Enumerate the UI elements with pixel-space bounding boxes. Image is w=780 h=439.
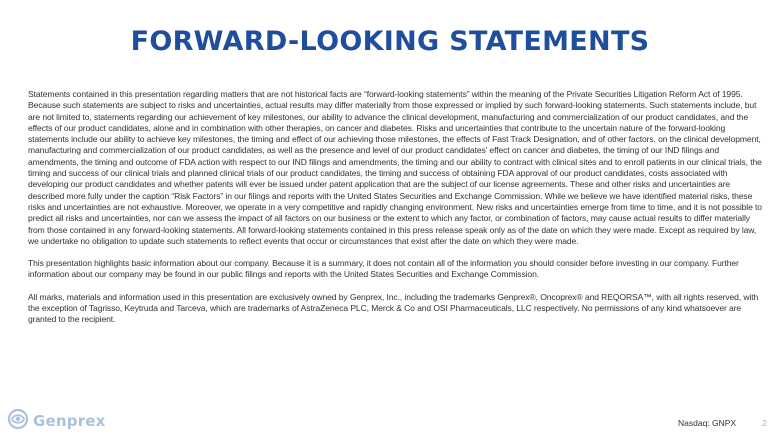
disclaimer-body xyxy=(28,89,763,337)
paragraph-trademarks: All marks, materials and information used in this presentation are exclusively owned by Genprex, Inc., including the trademarks Genprex®, Oncoprex® and REQORSA™, with all rights reserved, with the exception of Tagrisso, Keytruda and Tarceva, which are trademarks of AstraZeneca PLC, Merck & Co and OSI Pharmaceuticals, LLC respectively. No permissions of any kind whatsoever are granted to the recipient. xyxy=(28,291,759,325)
genprex-swirl-icon xyxy=(7,408,29,435)
page-title: FORWARD-LOOKING STATEMENTS xyxy=(130,26,650,57)
logo-wordmark: Genprex xyxy=(33,412,106,430)
nasdaq-ticker: Nasdaq: GNPX xyxy=(678,418,737,428)
page-number: 2 xyxy=(762,418,767,428)
company-logo xyxy=(7,410,106,432)
paragraph-summary-note: This presentation highlights basic information about our company. Because it is a summary, it does not contain all of the information you should consider before investing in our company. Further information about our company may be found in our public filings and reports with the United States Securities and Exchange Commission. xyxy=(28,258,739,280)
paragraph-risk-statement: Statements contained in this presentation regarding matters that are not historical facts are “forward-looking statements” within the meaning of the Private Securities Litigation Reform Act of 1995. Because such statements are subject to risks and uncertainties, actual results may differ materially from those expressed or implied by such forward-looking statements. Such statements include, but are not limited to, statements regarding our achievement of key milestones, our ability to advance the clinical development, manufacturing and commercialization of our product candidates, and the effects of our product candidates, alone and in combination with other therapies, on cancer and diabetes. Risks and uncertainties that contribute to the uncertain nature of the forward-looking statements include our ability to achieve key milestones, the timing and effect of our achieving those milestones, the effects of Fast Track Designation, and of other factors, on the clinical development, manufacturing and commercialization of our product candidates, as well as the presence and level of our product candidates’ effect on cancer and diabetes, the timing of our IND filings and amendments, the timing and outcome of FDA action with respect to our IND filings and amendments, the timing and our ability to contract with clinical sites and to enroll patients in our clinical trials, the timing and success of our clinical trials and planned clinical trials of our product candidates, the timing and success of obtaining FDA approval of our product candidates, costs associated with developing our product candidates and whether patents will ever be issued under patent application that are the subject of our license agreements. These and other risks and uncertainties are described more fully under the caption “Risk Factors” in our filings and reports with the United States Securities and Exchange Commission. While we believe we have identified material risks, these risks and uncertainties are not exhaustive. Moreover, we operate in a very competitive and rapidly changing environment. New risks and uncertainties emerge from time to time, and it is not possible to predict all risks and uncertainties, nor can we assess the impact of all factors on our business or the extent to which any factor, or combination of factors, may cause actual results to differ materially from those contained in any forward-looking statements. All forward-looking statements contained in this press release speak only as of the date on which they were made. Except as required by law, we undertake no obligation to update such statements to reflect events that occur or circumstances that exist after the date on which they were made. xyxy=(28,89,762,246)
